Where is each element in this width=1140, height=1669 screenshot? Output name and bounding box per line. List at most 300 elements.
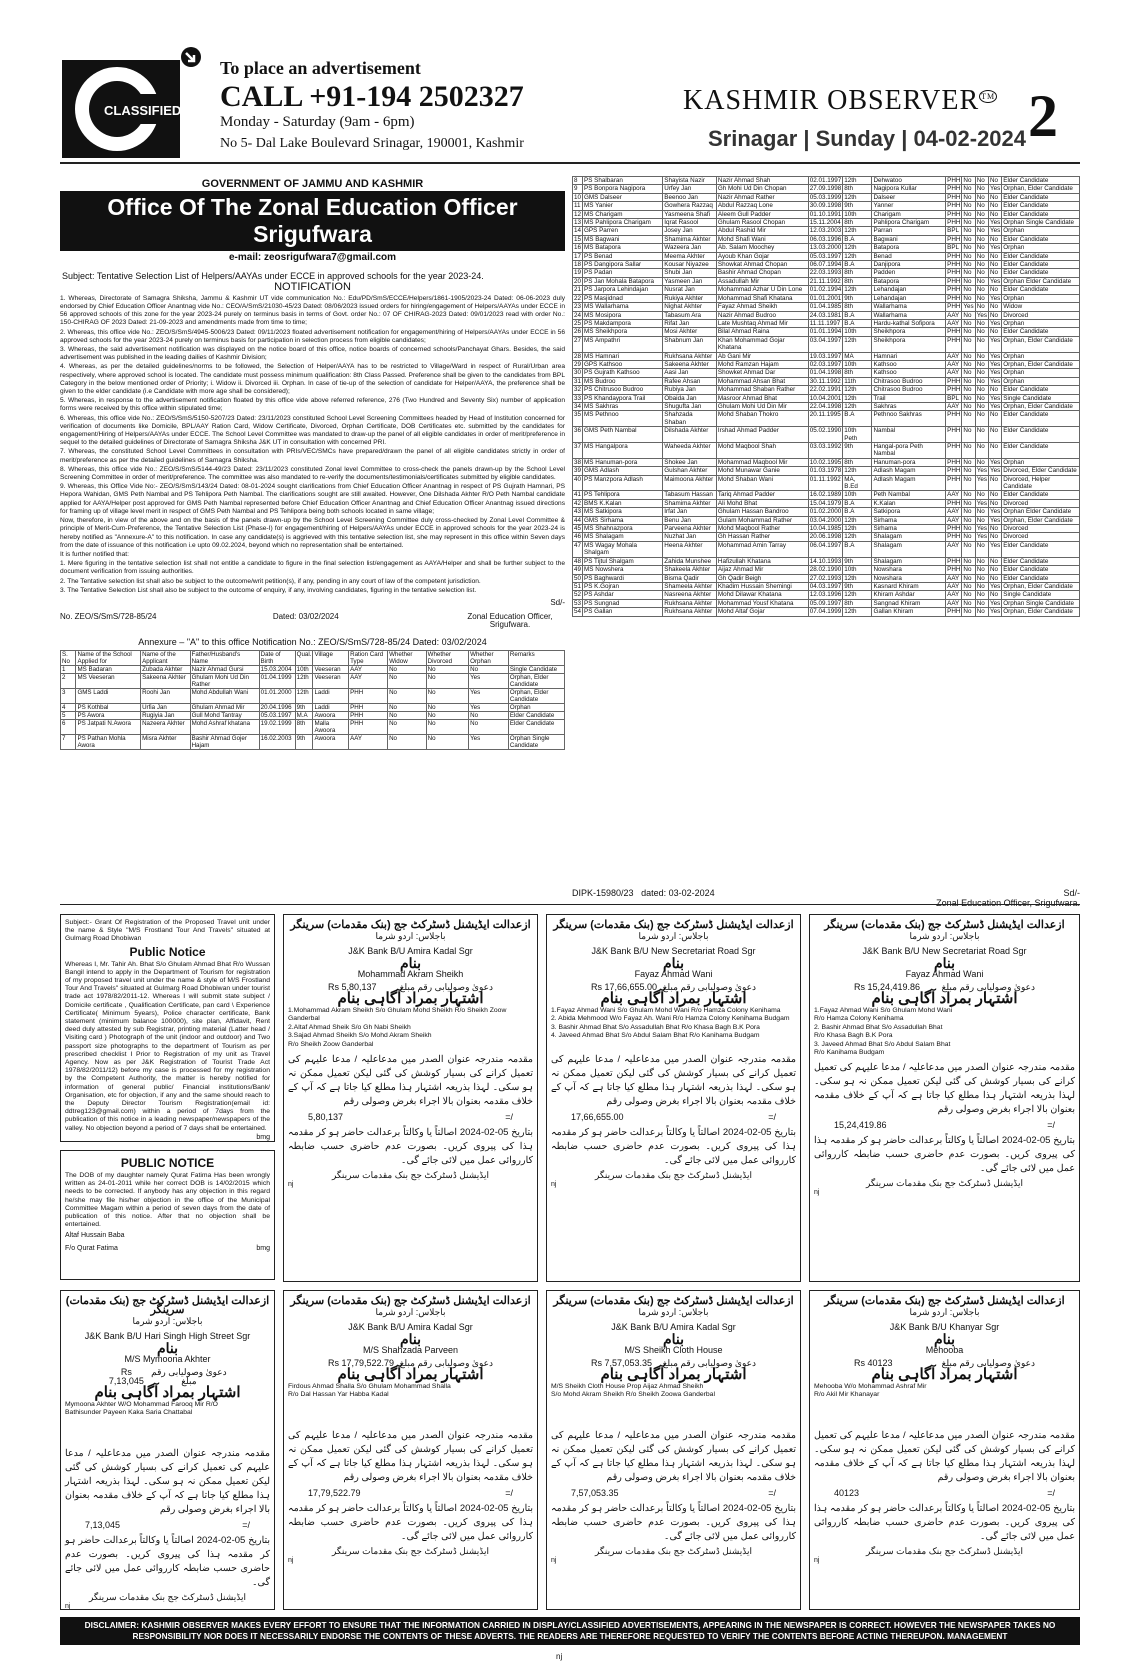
column-header: Village [313,650,349,665]
table-cell: No [988,557,1001,565]
table-cell: Parveena Akhter [663,525,717,533]
court-title: ازعدالت ایڈیشنل ڈسٹرکٹ جج (بنک مقدمات) سرینگر [290,1295,531,1307]
table-cell: Abdul Rashid Mir [716,227,808,235]
notice-body: مقدمہ مندرجہ عنوان الصدر میں مدعاعلیہ / مدعا علیہم کی تعمیل کرانے کی بسیار کوشش کی گئی لیکن تعمیل ممکن نہ ہو سکی۔ لہذا بذریعہ اشتہار ہذا مطلع کیا جاتا ہے کہ آپ کے خلاف مقدمہ بعنوان بالا اجراء بغرض وصولی رقم [65,1448,270,1515]
table-cell: Orphan Single Candidate [508,734,564,749]
table-cell: PHH [947,261,961,269]
table-cell: PHH [349,711,388,719]
party-line: 2.Altaf Ahmad Sheik S/o Gh Nabi Sheikh [288,1023,411,1031]
table-cell: Elder Candidate [1002,193,1080,201]
table-cell: Yes [976,311,987,319]
table-cell: Yes [989,599,1001,607]
table-cell: 12th [843,394,872,402]
table-cell: Widow [1002,303,1080,311]
table-cell: Single Candidate [1002,394,1080,402]
column-header: Whether Divorced [426,650,468,665]
table-cell: Sakeena Akhter [141,673,191,688]
table-cell: PHH [947,328,961,336]
table-cell: Elder Candidate [1002,386,1080,394]
notice-relation: F/o Qurat Fatima [65,1245,118,1253]
table-cell: MS Pethnoo [583,411,663,427]
table-cell: B.A [843,319,872,327]
table-cell: No [388,734,427,749]
table-cell: Obaida Jan [663,394,717,402]
table-cell: PHH [349,719,388,734]
table-cell: Roohi Jan [141,688,191,703]
table-cell: MS Batapora [583,244,663,252]
table-cell: 06.03.1996 [809,235,842,243]
table-cell: Yes [989,402,1001,410]
table-cell: Elder Candidate [1002,427,1080,443]
notice-tag: nj [814,1557,820,1564]
table-cell: PHH [947,219,961,227]
table-cell: Satkipora [872,508,946,516]
table-row [573,244,1080,252]
table-row [573,475,1080,491]
hearing-date-text: بتاریخ 05-02-2024 اصالتاً یا وکالتاً برعدالت حاضر ہو کر مقدمہ ہذا کی پیروی کریں۔ بصورت عدم حاضری حسب ضابطہ کارروائی عمل میں لائی جائے گی۔ [551,1503,796,1542]
table-cell: 12th [843,386,872,394]
banam-label: بنام [662,955,685,971]
hearing-date-text: بتاریخ 05-02-2024 اصالتاً یا وکالتاً برعدالت حاضر ہو کر مقدمہ ہذا کی پیروی کریں۔ بصورت عدم حاضری حسب ضابطہ کارروائی عمل میں لائی جائے گی۔ [288,1503,533,1542]
table-cell: No [962,286,975,294]
table-cell: 23 [574,303,582,311]
table-row [573,319,1080,327]
table-cell: 32 [574,386,582,394]
table-cell: 22.02.1991 [809,386,842,394]
party-line: R/o Kanihama Budgam [814,1049,885,1057]
table-cell: AAY [349,673,388,688]
table-row [573,277,1080,285]
court-notice [809,914,1080,1282]
table-cell: Parran [872,227,946,235]
court-footer: ایڈیشنل ڈسٹرکٹ جج بنک مقدمات سرینگر [594,1546,753,1556]
table-row [573,352,1080,360]
table-row [573,402,1080,410]
table-cell: Urfey Jan [663,185,717,193]
table-cell: No [988,261,1001,269]
table-cell: Orphan Elder Candidate [1002,508,1080,516]
office-email: e-mail: zeosrigufwara7@gmail.com [228,252,397,264]
table-cell: No [975,582,988,590]
table-cell: No [962,533,975,541]
table-cell: GMS Adlash [583,467,663,475]
table-cell: 20 [574,277,582,285]
section-rule [60,904,1080,905]
table-cell: No [962,557,975,565]
table-cell: 05.03.1997 [259,711,295,719]
parties-list [551,1383,796,1425]
party-line: R/o Hamza Colony Kenihama [814,1015,904,1023]
table-cell: 05.02.1990 [808,427,843,443]
table-cell: 24.03.1981 [809,311,842,319]
table-cell: 03.04.1997 [808,336,843,352]
table-cell: PS Masjidnad [583,294,663,302]
table-cell: 28 [574,352,582,360]
ishtihar-title: اشتہار بمراد آگاہی بنام [871,990,1018,1007]
table-cell: 17 [574,252,582,260]
table-cell: No [962,427,975,443]
table-cell: Sirhama [872,525,946,533]
table-cell: AAY [349,734,388,749]
table-cell: 01.03.1978 [809,467,842,475]
table-cell: 01.01.2000 [259,688,295,703]
table-cell: 27.09.1998 [809,185,842,193]
table-cell: No [962,261,975,269]
table-cell: 19.03.1997 [809,352,842,360]
table-cell: Malla Awoora [313,719,349,734]
trademark-mark: TM [981,91,996,101]
table-cell: 9th [843,582,872,590]
table-cell: Mohd Maqbool Shah [716,443,808,459]
table-cell: No [988,269,1001,277]
table-row [573,369,1080,377]
table-cell: Bilal Ahmad Raina [716,328,808,336]
table-cell: BPL [946,394,962,402]
table-cell: MS Nowshera [583,566,663,574]
amount-repeat: 15,24,419.86 [834,1120,887,1131]
party-line: M/S Sheikh Cloth House Prop Aijaz Ahmad Sheikh [551,1383,704,1390]
hearing-date-text: بتاریخ 05-02-2024 اصالتاً یا وکالتاً برعدالت حاضر ہو کر مقدمہ ہذا کی پیروی کریں۔ بصورت عدم حاضری حسب ضابطہ کارروائی عمل میں لائی جائے گی۔ [551,1127,796,1166]
amount-line: 7,57,053.35 =/ [571,1488,776,1498]
table-cell: 8 [573,177,583,185]
table-cell: MS Sakhras [583,402,663,410]
table-cell: No [962,516,975,524]
column-header: Whether Widow [388,650,427,665]
table-cell: Adlash Magam [872,475,946,491]
table-cell: Nagipora Kullar [872,185,946,193]
table-cell: Shalagam [872,557,946,565]
table-cell: No [975,352,988,360]
table-cell: No [962,458,975,466]
zeo-notification [60,176,565,904]
table-cell: 41 [574,491,582,499]
table-cell: No [426,673,468,688]
table-cell: 3 [61,688,76,703]
table-cell: No [975,557,988,565]
table-cell: B.A [843,261,872,269]
notice-body: Whereas I, Mr. Tahir Ah. Bhat S/o Ghulam Ahmad Bhat R/o Wussan Bangil intend to apply in the Department of Tourism for registration of my proposed travel unit under the name & style of M/S Frostland Tour And Travels" situated at Gulmarg Road Dhobiwan under tourist trade act 1978/82/2011-12. Whereas I will submit state subject / Domicile certificate , Qualification Certificate, pan card \ Experience Certificate( Minimum 5years), Police character certificate, Bank statement (minimum balance 100000), site plan, Affidavit, Rent deed duly attested by sub Registrar, printing material (Latter head / Visiting card ) Photograph of the unit (indoor and outdoor) and Two passport size photographs to the department of Tourism as per prescribed checklist I Prior to Registration of my unit as Travel Agency. Now as per J&K Registration of Tourist Trade Act 1978/82/2011/12) before my case is processed for my registration by the Competent Authority, the matter is hereby notified for information of general public/ Financial institutions/Bank/ Organisation, etc for objection, if any and the same should reach to the Deputy Director Tourism Registration(email id: ddtreg123@gmail.com) within a period of 7days from the publication of this notice in a leading newspaper/newspapers of the valley. No objection beyond a period of 7 days shall be entertained. [65,960,270,1132]
amount-line: 7,13,045 =/ [85,1520,250,1530]
table-cell: 31 [574,377,582,385]
table-cell: 8th [843,269,872,277]
notification-paragraph: 3. The Tentative Selection List shall also be subject to the outcome of enquiry, if any, involving candidates, figuring in the tentative selection list. [60,586,477,594]
table-cell: PHH [947,202,961,210]
notification-paragraph: 3. Whereas, the said advertisement notification was displayed on the notice board of this office, notice boards of concerned schools/Panchayat Ghars. Besides, the said advertisement was published in the leading dailies of Kashmir Division; [60,346,565,362]
table-cell: No [962,377,975,385]
table-cell: Dehwatoo [872,177,946,185]
table-cell: Aijaz Ahmad Mir [716,566,808,574]
table-cell: No [962,219,975,227]
court-presiding: باجلاس: اردو شرما [909,931,980,941]
party-line: R/o Dal Hassan Yar Habba Kadal [288,1391,389,1399]
table-cell: No [962,328,975,336]
table-cell: Rukhsana Akhter [663,352,717,360]
table-cell: 10th [843,566,872,574]
table-cell: Orphan [1002,369,1080,377]
table-cell: Mohd Ashraf khatana [190,719,259,734]
table-row [573,411,1080,427]
table-cell: 7 [61,734,76,749]
table-cell: No [388,719,427,734]
table-cell: Nusrat Jan [663,286,717,294]
table-cell: Elder Candidate [1002,574,1080,582]
table-cell: Yes [989,377,1001,385]
court-title: ازعدالت ایڈیشنل ڈسٹرکٹ جج (بنک مقدمات) سرینگر [290,919,531,931]
table-cell: AAY [946,574,962,582]
table-cell: Showket Ahmad Dar [716,369,808,377]
table-cell: 12th [843,336,872,352]
party-line: Firdous Ahmad Shalla S/o Ghulam Mohammad Shalla [288,1383,451,1390]
table-cell: Khadim Hussain Shemingi [716,582,808,590]
court-presiding: باجلاس: اردو شرما [375,1307,446,1317]
annexure-title: Annexure – "A" to this office Notification No.: ZEO/S/SmS/728-85/24 Dated: 03/02/2024 [138,636,487,647]
notification-paragraph: 4. Whereas, as per the detailed guidelines/norms to be followed, the Selection of Helper/AAYA has to be restricted to Village/Ward in respect of Rural/Urban area respectively, where approved school is located. The candidate must possess minimum qualification: 8th Class Passed. Preference shall be given to the candidates from BPL Category in the below mentioned order of Priority; i. Widow ii. Divorced iii. Orphan. In case of tie-up of the selection of candidate for Helper/AAYA, the preference shall be given to the elder candidate (i.e Candidate with more age shall be considered); [60,363,565,396]
table-cell: Khiram Ashdar [872,591,946,599]
table-cell: 36 [573,427,583,443]
table-cell: Orphan [1002,294,1080,302]
ishtihar-title: اشتہار بمراد آگاہی بنام [94,1384,241,1401]
table-cell: 15.04.1979 [809,499,842,507]
notice-tag: bmg [256,1245,270,1253]
table-cell: Kathsoo [872,369,946,377]
party-line: R/o Akil Mir Khanayar [814,1391,880,1399]
table-cell: Awoora [313,711,349,719]
table-cell: Yes [975,475,988,491]
table-cell: Ab Gani Mir [716,352,808,360]
table-cell: No [975,491,988,499]
claim-label: دعویٰ وصولیابی رقم مبلغ [151,1367,227,1386]
table-cell: Yes [976,499,987,507]
table-row [573,516,1080,524]
table-cell: Orphan, Elder Candidate [1002,336,1080,352]
table-cell: GPS Parren [583,227,663,235]
table-cell: 12th [843,402,872,410]
table-cell: PHH [947,525,961,533]
table-cell: Mohd Dilawar Khatana [716,591,808,599]
table-cell: Nowshara [872,566,946,574]
table-cell: PHH [946,475,962,491]
table-cell: PHH [947,252,961,260]
notification-paragraph: 1. Whereas, Directorate of Samagra Shiksha, Jammu & Kashmir UT vide communication No.: Edu/PD/SmS/ECCE/Helpers/1861-1905/2023-24 Dated: 06-06-2023 duly endorsed by Chief Education Officer Anantnag vide No.: CEO/A/SmS/21030-45/23 Dated: 08/06/2023 issued orders for hiring/engagement of Helpers/AAYAs under ECCE in 56 approved schools of this zone for the year 2023-24 purely on terminus basis in terms of Govt. order No.: 07 OF CHIRAG-2023 Dated: 09/01/2023 read with order No.: 150-CHIRAG OF 2023 Dated: 21-09-2023 and amendments made from time to time; [60,294,565,327]
court-notice [546,1290,801,1610]
table-cell: Elder Candidate [1002,210,1080,218]
court-notice [283,1290,538,1610]
table-cell: B.A [843,235,872,243]
table-row [573,252,1080,260]
party-line: S/o Mohd Akram Sheikh R/o Sheikh Zoowa Ganderbal [551,1391,715,1399]
table-cell: Lehandajan [872,286,946,294]
amount-line: 15,24,419.86 =/ [834,1120,1055,1131]
table-cell: No [962,475,975,491]
table-cell: 8th [843,369,872,377]
table-cell: 01.04.1998 [809,369,842,377]
table-cell: Assadullah Mir [716,277,808,285]
table-cell: Mohammad Amin Tarray [716,541,808,557]
table-cell: Orphan [1002,377,1080,385]
table-cell: Charigam [872,210,946,218]
order-date: Dated: 03/02/2024 [272,612,339,622]
notification-paragraph: 6. Whereas, this office vide No.: ZEO/S/SmS/5150-5207/23 Dated: 23/11/2023 constituted School Level Screening Committees headed by Head of Institution concerned for verification of documents like Domicile, BPL/AAY Ration Card, Widow Certificate, Divorced, Orphan Certificate, DOB Certificates etc. submitted by the candidates for engagement/Hiring of Helpers/AAYAs under ECCE. The School Level Committee was mandated to draw-up the panel of all eligible candidates in order of merit/preference in sequel to the detailed guidelines of Directorate of Samagra Shiksha J&K UT in consultation with concerned PRI. [60,414,565,447]
table-cell: 03.03.1992 [808,443,843,459]
table-cell: Orphan, Elder Candidate [1002,516,1080,524]
table-row [61,665,565,673]
table-header [61,650,565,665]
table-cell: No [975,508,988,516]
table-cell: No [388,688,427,703]
table-cell: AAY [946,541,962,557]
table-cell: Abdul Razzaq Lone [716,202,808,210]
court-footer: ایڈیشنل ڈسٹرکٹ جج بنک مقدمات سرینگر [594,1170,753,1180]
court-footer: ایڈیشنل ڈسٹرکٹ جج بنک مقدمات سرینگر [331,1546,490,1556]
table-cell: Elder Candidate [1002,566,1080,574]
table-cell: Shameela Akhter [663,582,717,590]
table-cell: Mosi Akhter [663,328,717,336]
table-cell: B.A [843,508,872,516]
table-row [573,574,1080,582]
table-cell: B.A [843,499,872,507]
table-cell: Yes [989,458,1001,466]
table-cell: AAY [946,311,962,319]
table-row [573,508,1080,516]
court-footer: ایڈیشنل ڈسٹرکٹ جج بنک مقدمات سرینگر [331,1170,490,1181]
table-cell: Mohd Abdullah Wani [190,688,259,703]
table-cell: No [975,402,988,410]
signatory-2: Zonal Education Officer, Srigufwara. [936,898,1080,908]
table-cell: No [388,673,427,688]
table-cell: Shubi Jan [663,269,717,277]
notice-tag: nj [65,1603,71,1610]
notice-name: Altaf Hussain Baba [65,1232,125,1240]
table-cell: Yes [989,467,1001,475]
table-cell: Yes [989,227,1001,235]
table-cell: Mohammad Maqbool Mir [716,458,808,466]
table-cell: Shakeela Akhter [663,566,717,574]
notice-body: The DOB of my daughter namely Qurat Fatima Has been wrongly written as 24-01-2011 while her correct DOB is 14/02/2015 which needs to be corrected. If anybody has any objection in this regard he/she may file his/her objection in the office of the Municipal Committee Magam within a period of seven days from the date of publication of this notice. After that no objection shall be entertained. [65,1172,270,1229]
table-cell: No [988,210,1001,218]
table-row [573,467,1080,475]
table-cell: PS Khandaypora Trail [583,394,663,402]
table-cell: PS Awora [76,711,141,719]
notice-tag: nj [288,1557,294,1564]
claim-amount: Rs 15,24,419.86 [854,982,921,992]
table-cell: No [962,394,975,402]
table-cell: 39 [574,467,582,475]
parties-list [814,1007,1075,1057]
dipk-line [572,888,1080,908]
table-cell: PS Baghwardi [583,574,663,582]
table-cell: PHH [947,533,961,541]
table-cell: No [962,319,975,327]
table-cell: No [975,591,988,599]
table-cell: 10 [574,193,582,201]
table-cell: No [988,499,1001,507]
table-cell: 24 [574,311,582,319]
plaintiff-bank: J&K Bank B/U Amira Kadal Sgr [611,1322,736,1332]
defendant-name: Mohammad Akram Sheikh [357,969,464,979]
table-cell: 38 [574,458,582,466]
table-cell: 21 [574,286,582,294]
table-cell: No [988,574,1001,582]
table-row [573,443,1080,459]
table-cell: Wazeera Jan [663,244,717,252]
table-cell: No [426,665,468,673]
table-cell: Kathsoo [872,360,946,368]
ishtihar-title: اشتہار بمراد آگاہی بنام [871,1366,1018,1383]
table-cell: Orphan, Elder Candidate [1002,185,1080,193]
table-cell: 12th [295,688,313,703]
table-cell: Rifat Jan [663,319,717,327]
court-title: ازعدالت ایڈیشنل ڈسٹرکٹ جج (بنک مقدمات) سرینگر [824,1295,1065,1307]
table-cell: PS Jatpati N.Awora [76,719,141,734]
plaintiff-bank: J&K Bank B/U New Secretariat Road Sgr [591,946,756,956]
notice-body: مقدمہ مندرجہ عنوان الصدر میں مدعاعلیہ / مدعا علیہم کی تعمیل کرانے کی بسیار کوشش کی گئی لیکن تعمیل ممکن نہ ہو سکی۔ لہذا بذریعہ اشتہار ہذا مطلع کیا جاتا ہے کہ آپ کے خلاف مقدمہ بعنوان بالا اجراء بغرض وصولی رقم [814,1430,1075,1483]
table-cell: 19.02.1999 [259,719,295,734]
table-cell: PHH [349,703,388,711]
table-cell: No [962,185,975,193]
table-cell: PHH [946,411,962,427]
claim-amount: Rs 5,80,137 [328,982,377,992]
table-cell: 06.07.1994 [809,261,842,269]
table-cell: Yes [989,352,1001,360]
table-cell: Elder Candidate [1002,328,1080,336]
table-cell: No [988,533,1001,541]
table-cell: 16 [574,244,582,252]
table-cell: Gh Mohi Ud Din Chopan [716,185,808,193]
table-cell: No [962,336,975,352]
table-cell: PS Ashdar [583,591,663,599]
table-cell: Ghulam Ahmad Mir [190,703,259,711]
table-cell: Mohammad Yousf Khatana [716,599,808,607]
table-cell: No [975,458,988,466]
table-cell: Chitrasoo Budroo [872,377,946,385]
table-cell: No [975,599,988,607]
table-cell: 14 [574,227,582,235]
banam-label: بنام [399,1331,422,1347]
table-cell: 30.11.1992 [809,377,841,385]
claim-label: دعویٰ وصولیابی رقم مبلغ [941,1358,1035,1368]
table-cell: 12th [843,193,872,201]
table-cell: 12th [843,252,872,260]
table-cell: No [469,719,509,734]
claim-amount: Rs 40123 [854,1358,893,1368]
table-cell: Gulshan Akhter [663,467,717,475]
table-cell: AAY [946,360,962,368]
table-cell: 45 [574,525,582,533]
table-cell: PHH [947,193,961,201]
table-cell: Ali Mohd Bhat [716,499,808,507]
table-cell: Yes [989,277,1001,285]
table-cell: Elder Candidate [1002,411,1080,427]
table-cell: No [975,516,988,524]
table-cell: Orphan, Elder Candidate [1002,608,1080,616]
notification-paragraph: 5. Whereas, in response to the advertisement notification floated by this office vide above referred reference, 276 (Two Hundred and Seventy Six) number of application forms were received by this office within stipulated time; [60,397,565,413]
notification-paragraph: 2. Whereas, this office vide No.: ZEO/S/SmS/4945-5006/23 Dated: 09/11/2023 floated advertisement notification for engagement/hiring of Helpers/AAYAs under ECCE in 56 approved schools for the year 2023-24 purely on terminus basis for participation in selection process from eligible candidates; [60,328,565,344]
defendant-name: Mehooba [925,1345,964,1355]
table-cell: Batapora [872,244,946,252]
table-cell: 01.02.1994 [809,286,842,294]
table-cell: Nazir Ahmad Budroo [716,311,808,319]
table-cell: 01.10.1991 [809,210,842,218]
defendant-name: M/S Sheikh Cloth House [624,1345,723,1355]
table-cell: Yes [989,360,1001,368]
table-cell: 16.02.2003 [259,734,295,749]
table-cell: GMS Laddi [76,688,141,703]
plaintiff-bank: J&K Bank B/U Hari Singh High Street Sgr [84,1331,251,1341]
notice-body: مقدمہ مندرجہ عنوان الصدر میں مدعاعلیہ / مدعا علیہم کی تعمیل کرانے کی بسیار کوشش کی گئی لیکن تعمیل ممکن نہ ہو سکی۔ لہذا بذریعہ اشتہار ہذا مطلع کیا جاتا ہے کہ آپ کے خلاف مقدمہ بعنوان بالا اجراء بغرض وصولی رقم [551,1054,796,1107]
table-cell: 9th [843,443,872,459]
public-notice-travel [60,914,275,1142]
party-line: Mymoona Akhter W/O Mohammad Farooq Mir R/O [65,1401,218,1408]
